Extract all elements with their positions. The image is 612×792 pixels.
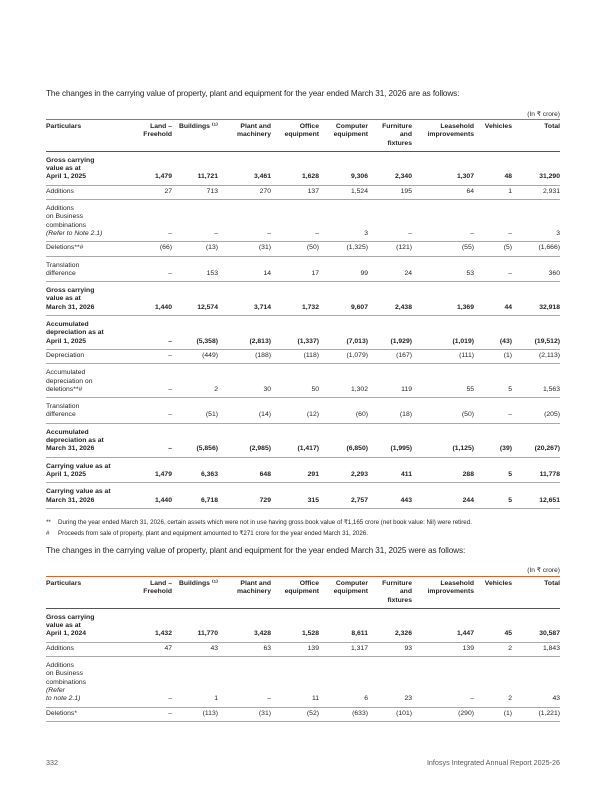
cell-value: 53 [466,269,474,277]
cell-value: (5,856) [196,445,218,453]
cell-value: 288 [462,470,474,478]
cell-value: 47 [164,644,172,652]
row-label-text: Carrying value as at April 1, 2025 [46,462,111,478]
note-mark: ** [46,519,51,526]
cell-value: 99 [360,269,368,277]
cell-value: 3,461 [253,173,271,181]
cell-value: (19,512) [534,337,560,345]
cell-value: 48 [504,173,512,181]
cell-value: 14 [263,269,271,277]
row-label-text: Gross carrying value as at March 31, 2026 [46,287,95,311]
row-label [46,244,136,252]
table1-note-1 [46,519,566,527]
row-label [46,429,136,454]
page-number: 332 [46,758,58,767]
table-row [46,200,560,242]
cell-value: (101) [396,709,412,717]
cell-value: 195 [400,187,412,195]
table-row [46,398,560,424]
column-header: Plant and machinery [236,580,271,596]
cell-value: 443 [400,496,412,504]
cell-value: – [408,229,412,237]
cell-value: (633) [352,709,368,717]
cell-value: (1,666) [538,244,560,252]
column-header: Computer equipment [333,123,368,139]
cell-value: (2,113) [538,351,560,359]
cell-value: 5 [508,496,512,504]
cell-value: 2,931 [542,187,560,195]
column-header: Plant and machinery [236,123,271,139]
cell-value: 1,440 [154,303,172,311]
cell-value: – [267,695,271,703]
table-row [46,152,560,186]
table-header [46,119,560,152]
cell-value: 17 [311,269,319,277]
note-text: Proceeds from sale of property, plant and equipment amounted to ₹271 crore for the year ended March 31, 2026. [58,530,368,537]
cell-value: (50) [306,244,319,252]
row-label-text: Accumulated depreciation as at April 1, 2025 [46,321,104,345]
cell-value: 31,290 [539,173,560,181]
table-row [46,483,560,509]
cell-value: (13) [205,244,218,252]
cell-value: 9,607 [350,303,368,311]
row-label-text: Translation difference [46,403,80,419]
cell-value: 1,302 [350,385,368,393]
row-label [46,157,136,182]
table-row [46,316,560,350]
cell-value: (55) [461,244,474,252]
cell-value: 1,528 [301,630,319,638]
column-header: Total [544,580,560,587]
cell-value: 139 [462,644,474,652]
row-label-text: Deletions* [46,709,77,717]
row-label [46,321,136,346]
row-label-text: Carrying value as at March 31, 2026 [46,488,111,504]
cell-value: 1,317 [350,644,368,652]
cell-value: (1,079) [346,351,368,359]
cell-value: (1,221) [538,709,560,717]
cell-value: (52) [306,709,319,717]
cell-value: (1,417) [297,445,319,453]
cell-value: 2,326 [394,630,412,638]
cell-value: 1,432 [154,630,172,638]
row-label-text: Gross carrying value as at April 1, 2024 [46,613,95,638]
cell-value: (113) [202,709,218,717]
cell-value: 12,574 [197,303,218,311]
cell-value: – [267,229,271,237]
column-header: Particulars [46,580,82,587]
cell-value: 11 [311,695,319,703]
row-label [46,645,136,653]
cell-value: 2,340 [394,173,412,181]
cell-value: (2,985) [249,445,271,453]
row-label [46,287,136,312]
row-label-text: Additions [46,187,74,195]
cell-value: 1,307 [456,173,474,181]
cell-value: 729 [259,496,271,504]
table-row [46,424,560,458]
cell-value: – [508,229,512,237]
cell-value: 1,628 [301,173,319,181]
cell-value: (18) [399,411,412,419]
column-header: Furniture and fixtures [382,580,412,604]
cell-value: 43 [210,644,218,652]
row-label [46,488,136,505]
cell-value: 23 [404,695,412,703]
cell-value: 9,306 [350,173,368,181]
cell-value: 11,770 [197,630,218,638]
row-label-text: Deletions**# [46,244,84,252]
cell-value: 1,524 [350,187,368,195]
table2-intro: The changes in the carrying value of property, plant and equipment for the year ended March 31, 2025 were as follows: [46,546,466,555]
row-label [46,463,136,480]
column-header: Buildings ⁽¹⁾ [178,123,218,130]
row-label-note-ref: (Refer to note 2.1) [46,686,81,703]
cell-value: – [168,337,172,345]
column-header: Particulars [46,123,82,130]
column-header: Office equipment [284,123,319,139]
cell-value: 11,778 [539,470,560,478]
cell-value: 5 [508,470,512,478]
cell-value: (50) [461,411,474,419]
cell-value: 2 [508,695,512,703]
cell-value: – [168,445,172,453]
cell-value: 1,732 [301,303,319,311]
table-row [46,657,560,708]
cell-value: 6,718 [200,496,218,504]
cell-value: 1,563 [542,385,560,393]
cell-value: (449) [202,351,218,359]
cell-value: 63 [263,644,271,652]
cell-value: 270 [259,187,271,195]
note-mark: # [46,530,50,537]
cell-value: 2,438 [394,303,412,311]
cell-value: (66) [159,244,172,252]
column-header: Buildings ⁽¹⁾ [178,580,218,587]
column-header: Total [544,123,560,130]
cell-value: – [168,269,172,277]
cell-value: – [168,695,172,703]
cell-value: – [470,695,474,703]
cell-value: 43 [552,695,560,703]
cell-value: 24 [404,269,412,277]
row-label-text: Additions [46,644,74,652]
cell-value: (1,995) [390,445,412,453]
cell-value: (20,267) [534,445,560,453]
row-label [46,710,136,718]
cell-value: 360 [548,269,560,277]
cell-value: – [168,351,172,359]
cell-value: (5) [503,244,512,252]
cell-value: – [168,229,172,237]
cell-value: 315 [307,496,319,504]
ppe-table-2025 [46,576,560,722]
cell-value: – [508,269,512,277]
cell-value: 153 [206,269,218,277]
cell-value: 139 [307,644,319,652]
cell-value: 6,363 [200,470,218,478]
cell-value: (290) [458,709,474,717]
cell-value: – [168,385,172,393]
table1-intro: The changes in the carrying value of property, plant and equipment for the year ended March 31, 2026 are as follows: [46,89,460,98]
row-label [46,662,136,703]
cell-value: 2 [214,385,218,393]
cell-value: (1,019) [452,337,474,345]
cell-value: 2,293 [350,470,368,478]
cell-value: (14) [258,411,271,419]
cell-value: 30 [263,385,271,393]
cell-value: 3,714 [253,303,271,311]
cell-value: 3,428 [253,630,271,638]
cell-value: (1,929) [390,337,412,345]
cell-value: 2 [508,644,512,652]
cell-value: 119 [401,385,412,393]
row-label [46,352,136,360]
cell-value: 1,479 [154,470,172,478]
cell-value: (1,125) [452,445,474,453]
cell-value: 411 [401,470,412,478]
cell-value: (205) [544,411,560,419]
cell-value: (1,325) [346,244,368,252]
cell-value: 1 [214,695,218,703]
cell-value: 1,369 [456,303,474,311]
cell-value: 32,918 [539,303,560,311]
column-header: Furniture and fixtures [382,123,412,147]
row-label [46,403,136,420]
row-label-note-ref: (Refer to Note 2.1) [46,229,103,237]
cell-value: 55 [466,385,474,393]
table-row [46,643,560,657]
table-row [46,364,560,398]
cell-value: 1,447 [456,630,474,638]
row-label-text: Additions on Business combinations [46,662,87,686]
cell-value: 64 [466,187,474,195]
cell-value: (5,358) [196,337,218,345]
cell-value: 3 [556,229,560,237]
cell-value: 1 [508,187,512,195]
row-label-text: Depreciation [46,351,85,359]
table-row [46,186,560,200]
cell-value: (1) [503,351,512,359]
table-row [46,257,560,283]
note-text: During the year ended March 31, 2026, certain assets which were not in use having gross book value of ₹1,165 crore (net book value: Nil) were retired. [58,519,472,526]
cell-value: (1,337) [297,337,319,345]
column-header: Leasehold improvements [427,123,474,139]
column-header: Land – Freehold [143,580,172,596]
cell-value: (188) [255,351,271,359]
cell-value: 3 [364,229,368,237]
cell-value: 713 [206,187,218,195]
cell-value: 44 [504,303,512,311]
cell-value: – [214,229,218,237]
row-label-text: Accumulated depreciation on deletions**# [46,369,93,393]
cell-value: (51) [205,411,218,419]
table-row [46,242,560,256]
cell-value: 45 [504,630,512,638]
cell-value: (31) [258,709,271,717]
cell-value: 648 [259,470,271,478]
cell-value: 1,479 [154,173,172,181]
cell-value: 291 [307,470,319,478]
cell-value: (31) [258,244,271,252]
table-row [46,708,560,722]
cell-value: 137 [307,187,319,195]
row-label-text: Gross carrying value as at April 1, 2025 [46,156,95,181]
cell-value: (1) [503,709,512,717]
cell-value: 27 [164,187,172,195]
row-label [46,188,136,196]
publication-title: Infosys Integrated Annual Report 2025-26 [426,758,560,767]
cell-value: 30,587 [539,630,560,638]
table2-unit: (In ₹ crore) [527,567,560,574]
column-header: Office equipment [284,580,319,596]
cell-value: – [168,709,172,717]
column-header: Land – Freehold [143,123,172,139]
cell-value: 11,721 [197,173,218,181]
column-header: Leasehold improvements [427,580,474,596]
cell-value: 8,611 [351,630,368,638]
cell-value: 6 [364,695,368,703]
table-header [46,576,560,609]
cell-value: (39) [499,445,512,453]
cell-value: 2,757 [350,496,368,504]
cell-value: – [508,411,512,419]
table1-note-2 [46,530,566,538]
cell-value: – [168,411,172,419]
row-label-text: Accumulated depreciation as at March 31, 2026 [46,428,104,453]
cell-value: (6,850) [346,445,368,453]
cell-value: 5 [508,385,512,393]
cell-value: (111) [459,351,474,359]
ppe-table-2026 [46,119,560,509]
cell-value: (2,813) [249,337,271,345]
column-header: Computer equipment [333,580,368,596]
row-label [46,262,136,279]
cell-value: (7,013) [346,337,368,345]
table-row [46,609,560,643]
cell-value: (121) [396,244,412,252]
cell-value: (43) [499,337,512,345]
row-label [46,614,136,639]
cell-value: (60) [355,411,368,419]
column-header: Vehicles [484,123,512,130]
cell-value: (167) [396,351,412,359]
cell-value: (118) [303,351,319,359]
cell-value: 50 [311,385,319,393]
cell-value: – [470,229,474,237]
cell-value: (12) [306,411,319,419]
row-label [46,369,136,394]
cell-value: – [315,229,319,237]
table-row [46,458,560,484]
cell-value: 1,843 [542,644,560,652]
cell-value: 244 [462,496,474,504]
cell-value: 1,440 [154,496,172,504]
row-label-text: Translation difference [46,261,80,277]
row-label [46,205,136,238]
row-label-text: Additions on Business combinations [46,205,87,229]
column-header: Vehicles [484,580,512,587]
cell-value: 12,651 [539,496,560,504]
cell-value: 93 [404,644,412,652]
table-row [46,350,560,364]
table-row [46,282,560,316]
table1-unit: (In ₹ crore) [527,111,560,118]
